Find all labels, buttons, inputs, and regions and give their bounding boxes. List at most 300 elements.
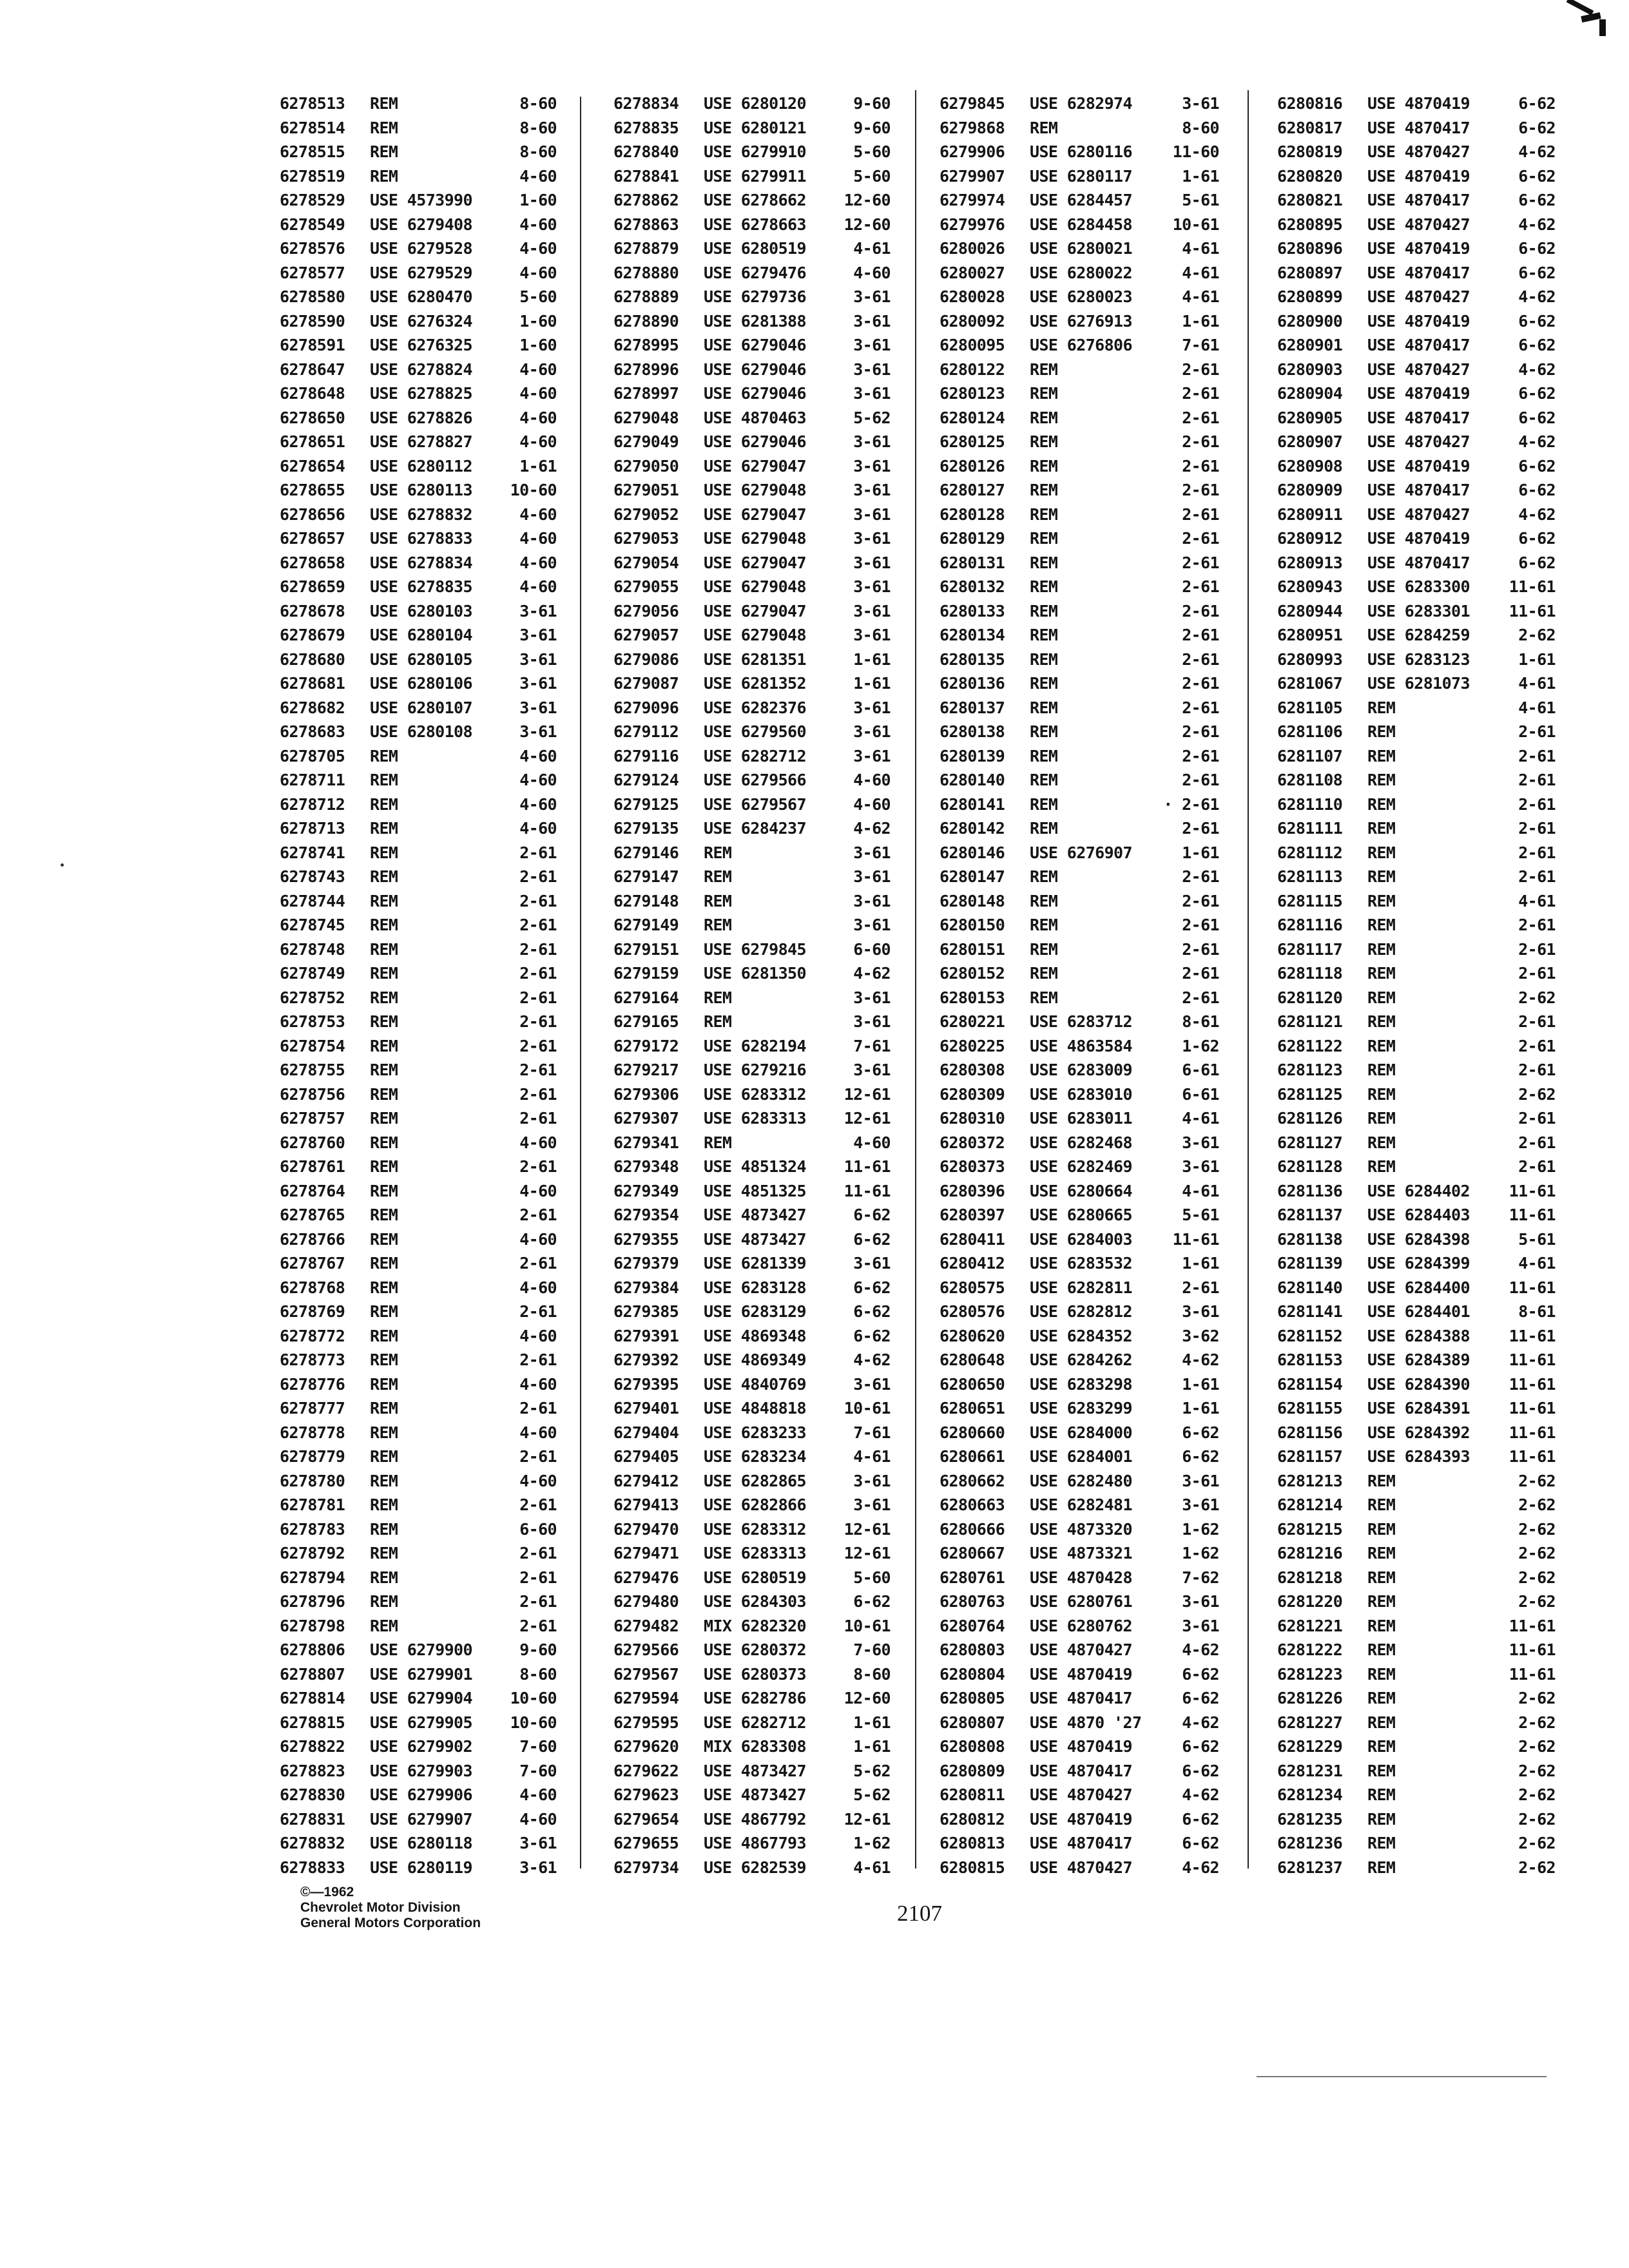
part-number: 6279147 bbox=[613, 867, 679, 886]
effective-date: 4-60 bbox=[519, 166, 557, 186]
part-number: 6280900 bbox=[1277, 311, 1343, 331]
action-code: USE 6282865 bbox=[704, 1471, 806, 1490]
table-row bbox=[1277, 116, 1556, 140]
effective-date: 1-61 bbox=[1182, 1374, 1219, 1394]
part-number: 6280142 bbox=[940, 819, 1005, 838]
part-number: 6279476 bbox=[613, 1568, 679, 1587]
table-row bbox=[613, 889, 891, 914]
action-code: REM bbox=[370, 1519, 398, 1539]
page-number: 2107 bbox=[897, 1901, 942, 1926]
part-number: 6278679 bbox=[280, 626, 345, 644]
action-code: REM bbox=[704, 1133, 732, 1152]
effective-date: 3-61 bbox=[853, 1471, 891, 1490]
action-code: USE 6280373 bbox=[704, 1664, 806, 1684]
table-row bbox=[1277, 91, 1556, 116]
action-code: REM bbox=[1030, 360, 1058, 379]
part-number: 6281113 bbox=[1277, 867, 1343, 886]
action-code: USE 6282539 bbox=[704, 1858, 806, 1877]
effective-date: 4-60 bbox=[519, 432, 557, 451]
table-row bbox=[940, 1179, 1219, 1204]
action-code: REM bbox=[1367, 746, 1396, 765]
effective-date: 6-61 bbox=[1182, 1084, 1219, 1104]
effective-date: 7-60 bbox=[853, 1640, 891, 1659]
part-number: 6281122 bbox=[1277, 1036, 1343, 1055]
part-number: 6280133 bbox=[940, 601, 1005, 620]
action-code: USE 6280664 bbox=[1030, 1181, 1132, 1200]
effective-date: 4-60 bbox=[853, 1133, 891, 1152]
part-number: 6279566 bbox=[613, 1640, 679, 1659]
effective-date: 3-61 bbox=[519, 698, 557, 717]
table-row bbox=[1277, 1711, 1556, 1735]
effective-date: 6-60 bbox=[519, 1519, 557, 1539]
part-number: 6281120 bbox=[1277, 988, 1343, 1007]
part-number: 6279907 bbox=[940, 166, 1005, 186]
action-code: USE 6283301 bbox=[1367, 601, 1470, 620]
part-number: 6278748 bbox=[280, 939, 345, 959]
action-code: REM bbox=[370, 1061, 398, 1079]
table-row bbox=[940, 1614, 1219, 1639]
action-code: REM bbox=[370, 1616, 398, 1635]
part-number: 6278749 bbox=[280, 964, 345, 983]
effective-date: 10-60 bbox=[510, 1689, 557, 1707]
effective-date: 3-61 bbox=[1182, 1495, 1219, 1514]
action-code: USE 4851324 bbox=[704, 1157, 806, 1176]
column-divider bbox=[1248, 90, 1249, 1869]
part-number: 6281154 bbox=[1277, 1374, 1343, 1394]
part-number: 6280141 bbox=[940, 794, 1005, 814]
table-row bbox=[280, 333, 557, 358]
table-row bbox=[280, 285, 557, 309]
effective-date: · 2-61 bbox=[1163, 794, 1219, 814]
part-number: 6280308 bbox=[940, 1061, 1005, 1079]
part-number: 6280127 bbox=[940, 481, 1005, 499]
action-code: USE 6276907 bbox=[1030, 843, 1132, 862]
effective-date: 4-61 bbox=[1518, 698, 1556, 717]
action-code: USE 6279408 bbox=[370, 215, 472, 234]
effective-date: 8-60 bbox=[853, 1664, 891, 1684]
effective-date: 2-61 bbox=[1182, 384, 1219, 403]
action-code: USE 6283123 bbox=[1367, 649, 1470, 669]
effective-date: 4-61 bbox=[1182, 263, 1219, 282]
effective-date: 2-61 bbox=[1518, 771, 1556, 789]
part-number: 6280221 bbox=[940, 1012, 1005, 1031]
part-number: 6280153 bbox=[940, 988, 1005, 1007]
action-code: USE 6284262 bbox=[1030, 1350, 1132, 1369]
table-row bbox=[613, 696, 891, 720]
action-code: USE 6284403 bbox=[1367, 1206, 1470, 1224]
part-number: 6278806 bbox=[280, 1640, 345, 1659]
table-row bbox=[613, 406, 891, 430]
effective-date: 6-62 bbox=[1518, 311, 1556, 331]
action-code: USE 6279567 bbox=[704, 794, 806, 814]
action-code: USE 6284457 bbox=[1030, 191, 1132, 209]
table-row bbox=[613, 91, 891, 116]
action-code: REM bbox=[1367, 891, 1396, 910]
effective-date: 2-62 bbox=[1518, 1568, 1556, 1587]
effective-date: 2-61 bbox=[1518, 819, 1556, 838]
effective-date: 4-61 bbox=[853, 1858, 891, 1877]
part-number: 6280576 bbox=[940, 1302, 1005, 1321]
effective-date: 2-61 bbox=[1182, 939, 1219, 959]
action-code: USE 6278662 bbox=[704, 191, 806, 209]
action-code: USE 4870 '27 bbox=[1030, 1713, 1142, 1732]
table-row bbox=[1277, 333, 1556, 358]
effective-date: 4-60 bbox=[519, 263, 557, 282]
table-row bbox=[613, 1638, 891, 1662]
part-number: 6279054 bbox=[613, 553, 679, 572]
effective-date: 4-60 bbox=[519, 529, 557, 548]
table-row bbox=[613, 1276, 891, 1300]
table-row bbox=[1277, 188, 1556, 213]
table-row bbox=[280, 1493, 557, 1517]
effective-date: 1-61 bbox=[853, 1737, 891, 1756]
effective-date: 1-61 bbox=[853, 1713, 891, 1732]
part-number: 6278760 bbox=[280, 1133, 345, 1152]
effective-date: 2-61 bbox=[1182, 891, 1219, 910]
table-row bbox=[940, 744, 1219, 769]
action-code: REM bbox=[1367, 1084, 1396, 1104]
action-code: USE 6280117 bbox=[1030, 166, 1132, 186]
action-code: REM bbox=[1367, 1640, 1396, 1659]
effective-date: 2-62 bbox=[1518, 1084, 1556, 1104]
table-row bbox=[613, 1396, 891, 1421]
table-row bbox=[613, 164, 891, 189]
part-number: 6280411 bbox=[940, 1229, 1005, 1249]
effective-date: 2-61 bbox=[1518, 964, 1556, 983]
part-number: 6280661 bbox=[940, 1447, 1005, 1466]
part-number: 6281136 bbox=[1277, 1181, 1343, 1200]
effective-date: 4-60 bbox=[519, 746, 557, 765]
table-row bbox=[940, 1469, 1219, 1494]
table-row bbox=[940, 671, 1219, 696]
action-code: REM bbox=[1367, 1157, 1396, 1176]
part-number: 6278590 bbox=[280, 311, 345, 331]
table-row bbox=[613, 937, 891, 962]
table-row bbox=[1277, 1856, 1556, 1880]
action-code: REM bbox=[370, 794, 398, 814]
effective-date: 5-60 bbox=[519, 287, 557, 306]
effective-date: 2-61 bbox=[1518, 1109, 1556, 1128]
action-code: REM bbox=[1367, 1664, 1396, 1684]
action-code: REM bbox=[1367, 964, 1396, 983]
effective-date: 2-61 bbox=[519, 916, 557, 934]
table-row bbox=[280, 478, 557, 503]
effective-date: 1-61 bbox=[1182, 1399, 1219, 1418]
table-row bbox=[613, 478, 891, 503]
effective-date: 4-60 bbox=[519, 1423, 557, 1442]
part-number: 6278833 bbox=[280, 1858, 345, 1877]
table-row bbox=[940, 720, 1219, 744]
part-number: 6279976 bbox=[940, 215, 1005, 234]
part-number: 6281123 bbox=[1277, 1061, 1343, 1079]
table-row bbox=[613, 140, 891, 164]
part-number: 6280912 bbox=[1277, 529, 1343, 548]
table-row bbox=[1277, 720, 1556, 744]
part-number: 6278823 bbox=[280, 1761, 345, 1780]
effective-date: 4-62 bbox=[1182, 1640, 1219, 1659]
action-code: USE 6279736 bbox=[704, 287, 806, 306]
part-number: 6280138 bbox=[940, 722, 1005, 741]
part-number: 6278650 bbox=[280, 408, 345, 427]
effective-date: 1-61 bbox=[1518, 649, 1556, 669]
action-code: USE 4870463 bbox=[704, 408, 806, 427]
action-code: USE 6283313 bbox=[704, 1109, 806, 1128]
action-code: USE 4867793 bbox=[704, 1834, 806, 1852]
action-code: USE 6284000 bbox=[1030, 1423, 1132, 1442]
table-row bbox=[613, 744, 891, 769]
action-code: REM bbox=[1030, 771, 1058, 789]
table-row bbox=[280, 1203, 557, 1227]
action-code: USE 6280118 bbox=[370, 1834, 472, 1852]
part-number: 6280225 bbox=[940, 1036, 1005, 1055]
action-code: USE 6280106 bbox=[370, 674, 472, 693]
action-code: REM bbox=[370, 1254, 398, 1273]
part-number: 6278651 bbox=[280, 432, 345, 451]
table-row bbox=[1277, 575, 1556, 599]
action-code: USE 6279046 bbox=[704, 432, 806, 451]
effective-date: 9-60 bbox=[853, 118, 891, 137]
action-code: USE 4870417 bbox=[1030, 1761, 1132, 1780]
action-code: REM bbox=[1030, 601, 1058, 620]
part-number: 6278705 bbox=[280, 746, 345, 765]
part-number: 6279413 bbox=[613, 1495, 679, 1514]
table-row bbox=[280, 575, 557, 599]
table-row bbox=[940, 986, 1219, 1010]
effective-date: 4-60 bbox=[519, 1181, 557, 1200]
action-code: REM bbox=[1030, 118, 1058, 137]
part-number: 6280820 bbox=[1277, 166, 1343, 186]
table-row bbox=[280, 188, 557, 213]
action-code: USE 6283299 bbox=[1030, 1399, 1132, 1418]
effective-date: 2-61 bbox=[1182, 360, 1219, 379]
effective-date: 2-62 bbox=[1518, 1713, 1556, 1732]
part-number: 6280131 bbox=[940, 553, 1005, 572]
part-number: 6281118 bbox=[1277, 964, 1343, 983]
effective-date: 11-61 bbox=[1509, 1447, 1556, 1466]
effective-date: 1-62 bbox=[1182, 1544, 1219, 1562]
part-number: 6281108 bbox=[1277, 771, 1343, 789]
table-row bbox=[940, 623, 1219, 648]
action-code: USE 6280021 bbox=[1030, 239, 1132, 258]
part-number: 6280309 bbox=[940, 1084, 1005, 1104]
table-row bbox=[613, 381, 891, 406]
part-number: 6278712 bbox=[280, 794, 345, 814]
action-code: USE 6283300 bbox=[1367, 577, 1470, 596]
part-number: 6281155 bbox=[1277, 1399, 1343, 1418]
part-number: 6278814 bbox=[280, 1689, 345, 1707]
part-number: 6280132 bbox=[940, 577, 1005, 596]
part-number: 6281110 bbox=[1277, 794, 1343, 814]
effective-date: 2-61 bbox=[519, 988, 557, 1007]
part-number: 6280901 bbox=[1277, 336, 1343, 354]
action-code: USE 6284388 bbox=[1367, 1326, 1470, 1345]
table-row bbox=[1277, 309, 1556, 334]
effective-date: 8-60 bbox=[519, 1664, 557, 1684]
action-code: USE 4870417 bbox=[1367, 336, 1470, 354]
part-number: 6281138 bbox=[1277, 1229, 1343, 1249]
effective-date: 10-60 bbox=[510, 1713, 557, 1732]
effective-date: 6-62 bbox=[1518, 529, 1556, 548]
effective-date: 7-61 bbox=[1182, 336, 1219, 354]
effective-date: 4-60 bbox=[519, 819, 557, 838]
table-row bbox=[940, 406, 1219, 430]
effective-date: 7-61 bbox=[853, 1423, 891, 1442]
action-code: USE 6279902 bbox=[370, 1737, 472, 1756]
part-number: 6280397 bbox=[940, 1206, 1005, 1224]
part-number: 6280993 bbox=[1277, 649, 1343, 669]
effective-date: 2-61 bbox=[1182, 626, 1219, 644]
part-number: 6278580 bbox=[280, 287, 345, 306]
action-code: REM bbox=[370, 988, 398, 1007]
action-code: REM bbox=[370, 1399, 398, 1418]
effective-date: 11-61 bbox=[1509, 1399, 1556, 1418]
effective-date: 6-61 bbox=[1182, 1061, 1219, 1079]
part-number: 6279391 bbox=[613, 1326, 679, 1345]
action-code: USE 4870417 bbox=[1367, 118, 1470, 137]
effective-date: 3-61 bbox=[853, 311, 891, 331]
action-code: REM bbox=[370, 1568, 398, 1587]
effective-date: 3-61 bbox=[853, 1012, 891, 1031]
part-number: 6281128 bbox=[1277, 1157, 1343, 1176]
action-code: REM bbox=[1367, 722, 1396, 741]
part-number: 6279405 bbox=[613, 1447, 679, 1466]
effective-date: 3-61 bbox=[853, 505, 891, 524]
table-row bbox=[280, 696, 557, 720]
part-number: 6280136 bbox=[940, 674, 1005, 693]
table-row bbox=[940, 1227, 1219, 1252]
action-code: REM bbox=[1367, 1592, 1396, 1611]
part-number: 6280396 bbox=[940, 1181, 1005, 1200]
effective-date: 2-61 bbox=[519, 1568, 557, 1587]
table-row bbox=[1277, 599, 1556, 624]
table-row bbox=[613, 1010, 891, 1034]
effective-date: 6-62 bbox=[853, 1592, 891, 1611]
table-row bbox=[1277, 744, 1556, 769]
action-code: USE 6278827 bbox=[370, 432, 472, 451]
effective-date: 2-62 bbox=[1518, 1858, 1556, 1877]
effective-date: 8-60 bbox=[1182, 118, 1219, 137]
part-number: 6278678 bbox=[280, 601, 345, 620]
part-number: 6280139 bbox=[940, 746, 1005, 765]
action-code: USE 6279901 bbox=[370, 1664, 472, 1684]
action-code: USE 6284237 bbox=[704, 819, 806, 838]
table-row bbox=[280, 1010, 557, 1034]
table-row bbox=[613, 1034, 891, 1059]
table-row bbox=[940, 1082, 1219, 1107]
effective-date: 2-61 bbox=[1182, 698, 1219, 717]
part-number: 6280944 bbox=[1277, 601, 1343, 620]
effective-date: 11-61 bbox=[843, 1181, 891, 1200]
table-row bbox=[280, 1686, 557, 1711]
part-number: 6278654 bbox=[280, 456, 345, 476]
table-row bbox=[613, 865, 891, 889]
action-code: USE 6284458 bbox=[1030, 215, 1132, 234]
action-code: USE 4870417 bbox=[1367, 263, 1470, 282]
effective-date: 7-62 bbox=[1182, 1568, 1219, 1587]
action-code: USE 6278834 bbox=[370, 553, 472, 572]
action-code: REM bbox=[370, 1229, 398, 1249]
table-row bbox=[940, 1686, 1219, 1711]
effective-date: 2-61 bbox=[1182, 577, 1219, 596]
action-code: REM bbox=[1030, 916, 1058, 934]
effective-date: 1-60 bbox=[519, 336, 557, 354]
table-row bbox=[1277, 1396, 1556, 1421]
part-number: 6278766 bbox=[280, 1229, 345, 1249]
part-number: 6278767 bbox=[280, 1254, 345, 1273]
part-number: 6278780 bbox=[280, 1471, 345, 1490]
effective-date: 3-61 bbox=[853, 384, 891, 403]
effective-date: 4-60 bbox=[519, 794, 557, 814]
effective-date: 2-61 bbox=[519, 939, 557, 959]
action-code: REM bbox=[370, 843, 398, 862]
table-row bbox=[940, 430, 1219, 454]
table-row bbox=[613, 1831, 891, 1856]
action-code: REM bbox=[370, 1133, 398, 1152]
effective-date: 7-60 bbox=[519, 1737, 557, 1756]
table-row bbox=[280, 164, 557, 189]
part-number: 6281067 bbox=[1277, 674, 1343, 693]
action-code: USE 6282469 bbox=[1030, 1157, 1132, 1176]
part-number: 6278659 bbox=[280, 577, 345, 596]
table-row bbox=[280, 358, 557, 382]
effective-date: 4-60 bbox=[519, 1785, 557, 1804]
part-number: 6279906 bbox=[940, 142, 1005, 161]
effective-date: 5-61 bbox=[1182, 1206, 1219, 1224]
effective-date: 6-62 bbox=[1182, 1809, 1219, 1829]
part-number: 6279050 bbox=[613, 456, 679, 476]
table-row bbox=[940, 768, 1219, 793]
action-code: USE 6279047 bbox=[704, 553, 806, 572]
part-number: 6278798 bbox=[280, 1616, 345, 1635]
part-number: 6280660 bbox=[940, 1423, 1005, 1442]
effective-date: 3-61 bbox=[853, 746, 891, 765]
table-row bbox=[280, 1396, 557, 1421]
action-code: USE 6280023 bbox=[1030, 287, 1132, 306]
table-row bbox=[1277, 1686, 1556, 1711]
action-code: USE 6282481 bbox=[1030, 1495, 1132, 1514]
effective-date: 11-61 bbox=[1172, 1229, 1219, 1249]
part-number: 6278996 bbox=[613, 360, 679, 379]
action-code: USE 6278835 bbox=[370, 577, 472, 596]
table-row bbox=[1277, 1517, 1556, 1542]
part-number: 6279341 bbox=[613, 1133, 679, 1152]
effective-date: 11-61 bbox=[843, 1157, 891, 1176]
action-code: USE 6280470 bbox=[370, 287, 472, 306]
part-number: 6281152 bbox=[1277, 1326, 1343, 1345]
part-number: 6278840 bbox=[613, 142, 679, 161]
action-code: REM bbox=[370, 746, 398, 765]
action-code: USE 6279047 bbox=[704, 601, 806, 620]
effective-date: 3-61 bbox=[853, 867, 891, 886]
action-code: REM bbox=[1367, 1858, 1396, 1877]
effective-date: 11-61 bbox=[1509, 1181, 1556, 1200]
action-code: USE 6280104 bbox=[370, 626, 472, 644]
effective-date: 3-61 bbox=[853, 529, 891, 548]
effective-date: 2-61 bbox=[1182, 505, 1219, 524]
action-code: USE 6279906 bbox=[370, 1785, 472, 1804]
effective-date: 6-62 bbox=[1518, 456, 1556, 476]
action-code: USE 4870419 bbox=[1367, 529, 1470, 548]
effective-date: 6-62 bbox=[853, 1326, 891, 1345]
part-number: 6278576 bbox=[280, 239, 345, 258]
effective-date: 2-61 bbox=[519, 1544, 557, 1562]
effective-date: 4-60 bbox=[519, 1229, 557, 1249]
action-code: USE 6284303 bbox=[704, 1592, 806, 1611]
part-number: 6281237 bbox=[1277, 1858, 1343, 1877]
effective-date: 3-61 bbox=[853, 843, 891, 862]
action-code: REM bbox=[1367, 1519, 1396, 1539]
table-row bbox=[1277, 865, 1556, 889]
